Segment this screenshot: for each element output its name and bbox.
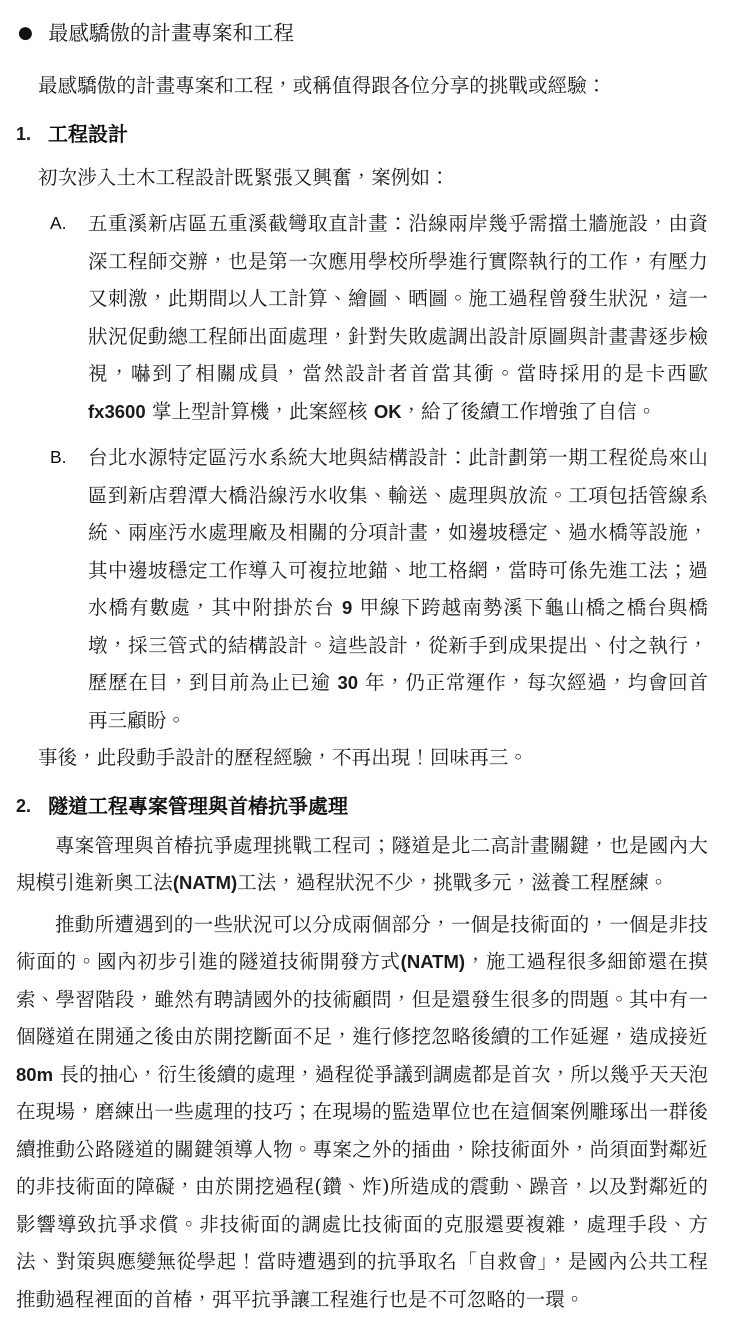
list-item-a-text-1: 五重溪新店區五重溪截彎取直計畫：沿線兩岸幾乎需擋土牆施設，由資深工程師交辦，也是第一次應用學校所學進行實際執行的工作，有壓力又刺激，此期間以人工計算、繪圖、晒圖。施工過程曾發生狀況，這一狀況促動總工程師出面處理，針對失敗處調出設計原圖與計畫書逐步檢視，嚇到了相關成員，當然設計者首當其衝。當時採用的是卡西歐 xyxy=(88,212,708,385)
section-2-p2-text-3: 長的抽心，衍生後續的處理，過程從爭議到調處都是首次，所以幾乎天天泡在現場，磨練出一些處理的技巧；在現場的監造單位也在這個案例雕琢出一群後續推動公路隧道的關鍵領導人物。專案之外的插曲，除技術面外，尚須面對鄰近的非技術面的障礙，由於開挖過程(鑽、炸)所造成的震動、躁音，以及對鄰近的影響導致抗爭求償。非技術面的調處比技術面的克服還要複雜，處理手段、方法、對策與應變無從學起！當時遭遇到的抗爭取名「自救會」，是國內公共工程推動過程裡面的首椿，弭平抗爭讓工程進行也是不可忽略的一環。 xyxy=(16,1063,708,1311)
section-2-p2-length-token: 80m xyxy=(16,1064,53,1085)
list-item-b-marker: B. xyxy=(50,439,88,477)
section-2-p1-text-1: 專案管理與首椿抗爭處理挑戰工程司；隧道是北二高計畫關鍵，也是國內大規模引進新奧工法 xyxy=(16,834,708,895)
section-2-title: 隧道工程專案管理與首椿抗爭處理 xyxy=(48,790,348,823)
section-1-closing: 事後，此段動手設計的歷程經驗，不再出現！回味再三。 xyxy=(8,739,722,777)
section-1-title: 工程設計 xyxy=(48,118,128,151)
section-1-heading xyxy=(8,118,722,151)
list-item-a-body xyxy=(88,205,708,430)
list-item-a-text-3: ，給了後續工作增強了自信。 xyxy=(402,400,657,423)
list-item-b-route-number: 9 xyxy=(342,597,352,618)
section-2-p2-text-1: 推動所遭遇到的一些狀況可以分成兩個部分，一個是技術面的，一個是非技術面的。國內初步引進的隧道技術開發方式 xyxy=(16,913,708,974)
section-2-heading xyxy=(8,790,722,823)
section-2-marker: 2. xyxy=(16,790,48,823)
list-item-a xyxy=(8,205,722,430)
section-2-p2-natm-token: (NATM) xyxy=(401,951,465,972)
bullet-heading-text: 最感驕傲的計畫專案和工程 xyxy=(48,16,294,50)
list-item-a-text-2: 掌上型計算機，此案經核 xyxy=(146,400,374,423)
lead-paragraph: 最感驕傲的計畫專案和工程，或稱值得跟各位分享的挑戰或經驗： xyxy=(8,67,722,105)
section-2-p1-natm-token: (NATM) xyxy=(173,872,237,893)
bullet-heading xyxy=(8,16,722,50)
list-item-b xyxy=(8,439,722,739)
section-2-paragraph-1 xyxy=(8,827,722,902)
list-item-b-years-number: 30 xyxy=(337,672,358,693)
section-1-marker: 1. xyxy=(16,118,48,151)
section-2-p2-text-2: ，施工過程很多細節還在摸索、學習階段，雖然有聘請國外的技術顧問，但是還發生很多的問題。其中有一個隧道在開通之後由於開挖斷面不足，進行修挖忽略後續的工作延遲，造成接近 xyxy=(16,950,708,1048)
list-item-a-model-number: fx3600 xyxy=(88,401,146,422)
list-item-b-text-2: 甲線下跨越南勢溪下龜山橋之橋台與橋墩，採三管式的結構設計。這些設計，從新手到成果提出、付之執行，歷歷在目，到目前為止已逾 xyxy=(88,596,708,694)
list-item-a-marker: A. xyxy=(50,205,88,243)
section-2-p1-text-2: 工法，過程狀況不少，挑戰多元，滋養工程歷練。 xyxy=(237,871,668,894)
list-item-b-text-3: 年，仍正常運作，每次經過，均會回首再三顧盼。 xyxy=(88,671,708,732)
list-item-a-ok-token: OK xyxy=(374,401,402,422)
bullet-marker-icon: ● xyxy=(18,16,48,50)
section-2-paragraph-2 xyxy=(8,906,722,1318)
list-item-b-body xyxy=(88,439,708,739)
section-1-intro: 初次涉入土木工程設計既緊張又興奮，案例如： xyxy=(8,159,722,197)
list-item-b-text-1: 台北水源特定區污水系統大地與結構設計：此計劃第一期工程從烏來山區到新店碧潭大橋沿線汚水收集、輸送、處理與放流。工項包括管線系統、兩座汚水處理廠及相關的分項計畫，如邊坡穩定、過水橋等設施，其中邊坡穩定工作導入可複拉地錨、地工格網，當時可係先進工法；過水橋有數處，其中附掛於台 xyxy=(88,446,708,619)
